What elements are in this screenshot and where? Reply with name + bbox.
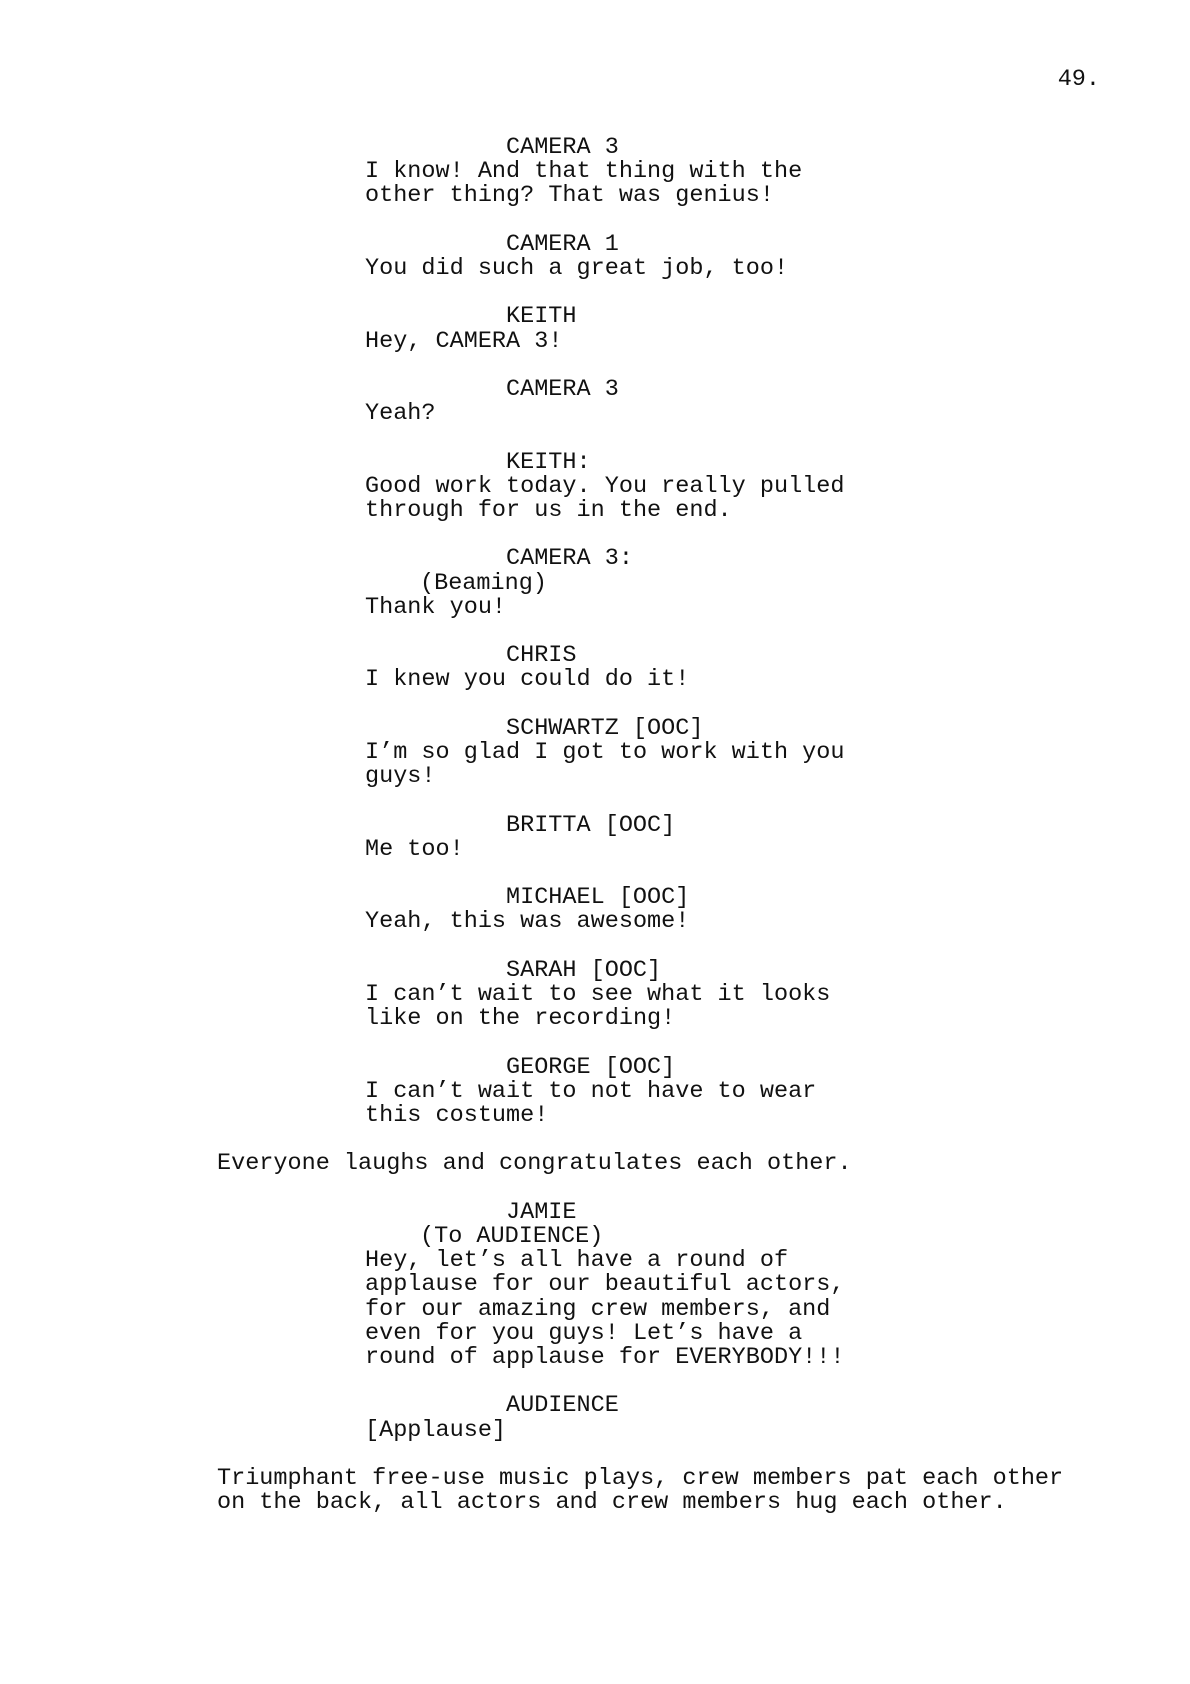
script-body [0,136,1190,1540]
dialogue-line: Hey, let’s all have a round of [365,1247,789,1275]
parenthetical: (Beaming) [420,569,547,597]
dialogue-block [0,448,1190,524]
dialogue-block [0,375,1190,428]
page-number: 49. [1057,66,1100,93]
dialogue-block [0,547,1190,620]
character-name: MICHAEL [OOC] [506,884,690,912]
dialogue-line: Yeah, this was awesome! [365,908,690,936]
dialogue-block [0,1053,1190,1129]
dialogue-block [0,811,1190,863]
dialogue-line: other thing? That was genius! [365,182,774,210]
dialogue-block [0,714,1190,791]
dialogue-line: Me too! [365,835,464,863]
dialogue-line: I can’t wait to not have to wear [365,1077,817,1105]
dialogue-line: applause for our beautiful actors, [365,1271,845,1299]
action-line: on the back, all actors and crew members hug each other. [217,1489,1007,1517]
character-name: CAMERA 3 [506,134,619,161]
dialogue-line: Yeah? [365,400,436,428]
dialogue-block [0,1198,1190,1371]
dialogue-block [0,886,1190,934]
dialogue-block [0,1394,1190,1442]
dialogue-line: this costume! [365,1101,549,1129]
dialogue-line: for our amazing crew members, and [365,1295,831,1323]
dialogue-line: even for you guys! Let’s have a [365,1319,803,1347]
dialogue-line: Thank you! [365,593,507,621]
action-block [0,1152,1190,1176]
character-name: CAMERA 1 [506,230,619,258]
dialogue-block [0,230,1190,282]
dialogue-line: I can’t wait to see what it looks [365,980,831,1008]
character-name: SCHWARTZ [OOC] [506,714,704,742]
dialogue-line: I knew you could do it! [365,666,690,694]
character-name: JAMIE [506,1198,577,1226]
character-name: BRITTA [OOC] [506,811,676,839]
character-name: SARAH [OOC] [506,956,662,984]
dialogue-line: Good work today. You really pulled [365,472,845,500]
character-name: AUDIENCE [506,1392,619,1420]
dialogue-block [0,956,1190,1033]
action-line: Triumphant free-use music plays, crew members pat each other [217,1464,1064,1492]
character-name: KEITH [506,303,577,331]
dialogue-line: I’m so glad I got to work with you [365,738,845,766]
dialogue-block [0,305,1190,353]
dialogue-line: guys! [365,763,436,791]
dialogue-line: Hey, CAMERA 3! [365,327,563,355]
dialogue-line: [Applause] [365,1416,507,1444]
dialogue-line: like on the recording! [365,1005,676,1033]
character-name: KEITH: [506,448,591,476]
character-name: CHRIS [506,642,577,670]
action-line: Everyone laughs and congratulates each other. [217,1150,852,1178]
dialogue-line: You did such a great job, too! [365,255,789,282]
dialogue-block [0,136,1190,209]
parenthetical: (To AUDIENCE) [420,1222,604,1250]
character-name: CAMERA 3: [506,545,633,573]
action-block [0,1464,1190,1517]
character-name: GEORGE [OOC] [506,1053,676,1081]
character-name: CAMERA 3 [506,375,619,403]
dialogue-line: round of applause for EVERYBODY!!! [365,1343,845,1371]
dialogue-line: through for us in the end. [365,496,732,524]
dialogue-block [0,644,1190,692]
dialogue-line: I know! And that thing with the [365,158,803,186]
